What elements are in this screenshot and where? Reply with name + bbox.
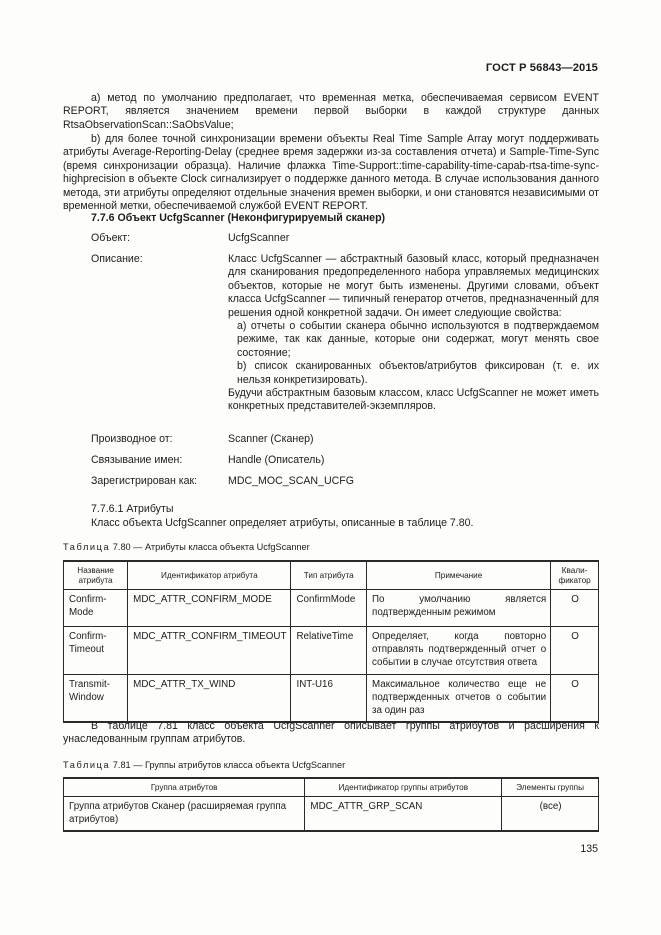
cell-qualifier: O <box>551 675 599 723</box>
registered-label: Зарегистрирован как: <box>91 475 198 487</box>
cell-attribute-group: Группа атрибутов Сканер (расширяемая группа атрибутов) <box>64 797 305 832</box>
header-attribute-id: Идентификатор атрибута <box>128 561 291 590</box>
derived-label: Производное от: <box>91 433 173 445</box>
cell-attribute-name: Confirm-Mode <box>64 590 128 627</box>
header-group-elements: Элементы группы <box>502 778 599 797</box>
cell-group-elements: (все) <box>502 797 599 832</box>
header-qualifier: Квали-фикатор <box>551 561 599 590</box>
registered-value: MDC_MOC_SCAN_UCFG <box>228 475 354 487</box>
header-note: Примечание <box>367 561 551 590</box>
attributes-text: Класс объекта UcfgScanner определяет атрибуты, описанные в таблице 7.80. <box>91 517 474 529</box>
cell-attribute-type: ConfirmMode <box>291 590 367 627</box>
table-header-row <box>64 778 599 797</box>
table-row <box>64 590 599 627</box>
description-value <box>228 253 599 414</box>
cell-qualifier: O <box>551 590 599 627</box>
binding-label: Связывание имен: <box>91 454 183 466</box>
table1-caption-rest: 7.80 — Атрибуты класса объекта UcfgScanner <box>110 542 310 552</box>
table-header-row <box>64 561 599 590</box>
cell-attribute-type: RelativeTime <box>291 627 367 675</box>
intro-item-a: а) метод по умолчанию предполагает, что временная метка, обеспечиваемая сервисом EVENT REPORT, является значением времени первой выборки в каждой структуре данных RtsaObservationScan::SaObsValue; <box>63 92 599 131</box>
binding-value: Handle (Описатель) <box>228 454 325 466</box>
standard-header: ГОСТ Р 56843—2015 <box>485 62 598 74</box>
header-attribute-group: Группа атрибутов <box>64 778 305 797</box>
cell-attribute-id: MDC_ATTR_CONFIRM_MODE <box>128 590 291 627</box>
cell-attribute-id: MDC_ATTR_CONFIRM_TIMEOUT <box>128 627 291 675</box>
attributes-table <box>63 560 599 723</box>
table2-caption-prefix: Таблица <box>63 760 111 770</box>
object-label: Объект: <box>91 232 131 244</box>
table-row <box>64 797 599 832</box>
table2-caption-rest: 7.81 — Группы атрибутов класса объекта UcfgScanner <box>110 760 346 770</box>
object-value: UcfgScanner <box>228 232 290 244</box>
description-item-a: а) отчеты о событии сканера обычно используются в подтверждаемом режиме, так как данные, которые они содержат, могут менять свое состояние; <box>237 320 599 359</box>
description-label: Описание: <box>91 253 143 265</box>
table1-caption <box>63 542 310 552</box>
cell-note: Максимальное количество еще не подтвержденных отчетов о событии за один раз <box>367 675 551 723</box>
cell-attribute-type: INT-U16 <box>291 675 367 723</box>
header-attribute-name: Название атрибута <box>64 561 128 590</box>
intro-item-b: b) для более точной синхронизации времени объекты Real Time Sample Array могут поддерживать атрибуты Average-Reporting-Delay (среднее время задержки из-за составления отчета) и Sample-Time-Sync (время синхронизации образца). Наличие флажка Time-Support::time-capability-time-capab-rtsa-time-sync-highprecision в объекте Clock сигнализирует о поддержке данного метода. В случае использования данного метода, эти атрибуты определяют отдельные значения времен выборки, и они становятся независимыми от временной метки, обеспечиваемой службой EVENT REPORT. <box>63 133 599 213</box>
cell-qualifier: O <box>551 627 599 675</box>
cell-attribute-group-id: MDC_ATTR_GRP_SCAN <box>305 797 502 832</box>
header-attribute-type: Тип атрибута <box>291 561 367 590</box>
table1-caption-prefix: Таблица <box>63 542 111 552</box>
page-number: 135 <box>580 843 598 855</box>
attributes-heading: 7.7.6.1 Атрибуты <box>91 503 174 515</box>
cell-note: По умолчанию является подтвержденным режимом <box>367 590 551 627</box>
cell-attribute-name: Transmit-Window <box>64 675 128 723</box>
table-row <box>64 627 599 675</box>
description-paragraph-2: Будучи абстрактным базовым классом, класс UcfgScanner не может иметь конкретных представителей-экземпляров. <box>228 387 599 413</box>
description-item-b: b) список сканированных объектов/атрибутов фиксирован (т. е. их нельзя конкретизировать). <box>237 360 599 386</box>
table-row <box>64 675 599 723</box>
derived-value: Scanner (Сканер) <box>228 433 314 445</box>
cell-attribute-id: MDC_ATTR_TX_WIND <box>128 675 291 723</box>
cell-attribute-name: Confirm-Timeout <box>64 627 128 675</box>
table2-caption <box>63 760 345 770</box>
section-heading: 7.7.6 Объект UcfgScanner (Неконфигурируемый сканер) <box>91 212 386 224</box>
cell-note: Определяет, когда повторно отправлять подтвержденный отчет о событии в случае отсутствия ответа <box>367 627 551 675</box>
header-attribute-group-id: Идентификатор группы атрибутов <box>305 778 502 797</box>
attribute-groups-table <box>63 777 599 832</box>
groups-intro-text: В таблице 7.81 класс объекта UcfgScanner описывает группы атрибутов и расширения к унаследованным группам атрибутов. <box>63 720 599 746</box>
description-paragraph-1: Класс UcfgScanner — абстрактный базовый класс, который предназначен для сканирования предопределенного набора управляемых медицинских объектов, которые не могут быть изменены. Другими словами, объект класса UcfgScanner — типичный генератор отчетов, предназначенный для решения одной конкретной задачи. Он имеет следующие свойства: <box>228 253 599 319</box>
